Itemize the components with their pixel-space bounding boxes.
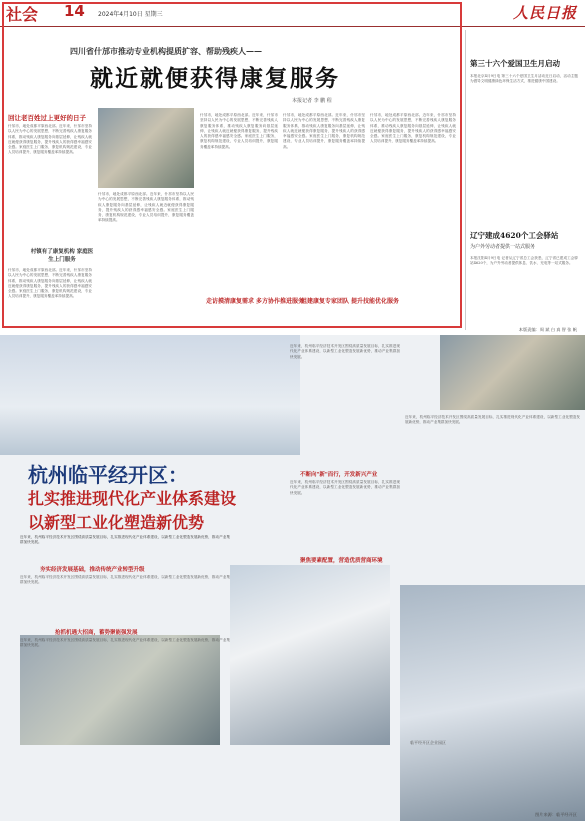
story-subhead-2: 村镇有了康复机构 家庭医生上门服务 [30,249,94,263]
story-photo [98,108,194,188]
ad-sky-photo [0,335,300,455]
ad-credit: 图片来源：临平经开区 [535,812,577,817]
story-column-3: 什邡市，地处成都平原西北部。近年来，什邡市坚持以人民为中心的发展思想，不断完善残疾人康复服务体系，推动残疾人康复服务向基层延伸，让残疾人就近就便获得康复服务，提升残疾人的获得感幸福感安全感。家庭医生上门服务，康复机构规范建设，专业人员培训提升，康复服务覆盖率持续提高。 [200,113,278,149]
ad-body-4: 近年来，杭州临平经济技术开发区围绕高质量发展目标，扎实推进现代化产业体系建设，以新型工业化塑造发展新优势，推动产业集群加快发展。 [290,480,400,495]
issue-date: 2024年4月10日 星期三 [98,11,163,18]
ad-park-photo [400,585,585,821]
story-subhead-1: 回让老百姓过上更好的日子 [8,114,86,122]
ad-body-5: 近年来，杭州临平经济技术开发区围绕高质量发展目标，扎实推进现代化产业体系建设，以新型工业化塑造发展新优势，推动产业集群加快发展。 [405,415,580,425]
ad-title-line3: 以新型工业化塑造新优势 [28,513,205,532]
story-byline: 本报记者 李 鹏 程 [292,98,332,104]
ad-body-3: 近年来，杭州临平经济技术开发区围绕高质量发展目标，扎实推进现代化产业体系建设，以新型工业化塑造发展新优势，推动产业集群加快发展。 [290,344,400,359]
column-divider [465,30,466,330]
story-kicker: 四川省什邡市推动专业机构提质扩容、帮助残疾人—— [70,46,262,56]
story-column-5: 什邡市，地处成都平原西北部。近年来，什邡市坚持以人民为中心的发展思想，不断完善残疾人康复服务体系，推动残疾人康复服务向基层延伸，让残疾人就近就便获得康复服务，提升残疾人的获得感幸福感安全感。家庭医生上门服务，康复机构规范建设，专业人员培训提升，康复服务覆盖率持续提高。 [370,113,456,144]
ad-body-2: 近年来，杭州临平经济技术开发区围绕高质量发展目标，扎实推进现代化产业体系建设，以新型工业化塑造发展新优势，推动产业集群加快发展。 [20,638,230,648]
ad-body-1: 近年来，杭州临平经济技术开发区围绕高质量发展目标，扎实推进现代化产业体系建设，以新型工业化塑造发展新优势，推动产业集群加快发展。 [20,575,230,585]
page-number: 14 [64,2,85,20]
side-body-2: 本报沈阳4月9日电 记者从辽宁省总工会获悉，辽宁省已建成工会驿站4620个，为户外劳动者提供休息、饮水、充电等一站式服务。 [470,256,578,266]
side-body-1: 本报北京4月9日电 第三十六个爱国卫生月活动近日启动，活动主题为倡导文明健康绿色环保生活方式，推进健康中国建设。 [470,74,578,84]
section-name: 社会 [6,5,39,24]
story-subhead-4: 组建康复专家团队 提升技能优化服务 [300,298,400,305]
story-column-2: 什邡市，地处成都平原西北部。近年来，什邡市坚持以人民为中心的发展思想，不断完善残疾人康复服务体系，推动残疾人康复服务向基层延伸，让残疾人就近就便获得康复服务，提升残疾人的获得感幸福感安全感。家庭医生上门服务，康复机构规范建设，专业人员培训提升，康复服务覆盖率持续提高。 [98,192,194,223]
ad-city-photo [230,565,390,745]
ad-subhead-2: 抢抓机遇大招商，蓄势聚能强发展 [55,630,138,636]
story-column-4: 什邡市，地处成都平原西北部。近年来，什邡市坚持以人民为中心的发展思想，不断完善残疾人康复服务体系，推动残疾人康复服务向基层延伸，让残疾人就近就便获得康复服务，提升残疾人的获得感幸福感安全感。家庭医生上门服务，康复机构规范建设，专业人员培训提升，康复服务覆盖率持续提高。 [283,113,365,149]
story-column-1b: 什邡市，地处成都平原西北部。近年来，什邡市坚持以人民为中心的发展思想，不断完善残疾人康复服务体系，推动残疾人康复服务向基层延伸，让残疾人就近就便获得康复服务，提升残疾人的获得感幸福感安全感。家庭医生上门服务，康复机构规范建设，专业人员培训提升，康复服务覆盖率持续提高。 [8,268,92,299]
ad-subhead-4: 聚焦要素配置，营造优质营商环境 [300,558,383,564]
ad-subhead-1: 夯实经济发展基础，推动传统产业转型升级 [40,567,145,573]
ad-title-line2: 扎实推进现代化产业体系建设 [28,489,237,508]
ad-subhead-3: 不断向"新"而行，开发新兴产业 [300,472,378,478]
newspaper-logo: 人民日报 [512,4,577,22]
ad-title-line1: 杭州临平经开区： [28,463,188,487]
ad-intro: 近年来，杭州临平经济技术开发区围绕高质量发展目标，扎实推进现代化产业体系建设，以新型工业化塑造发展新优势，推动产业集群加快发展。 [20,535,230,545]
ad-photo-caption: 临平经开区企业园区 [410,740,446,745]
story-subhead-3: 走访摸清康复需求 多方协作推进服务 [205,298,305,305]
story-column-1: 什邡市，地处成都平原西北部。近年来，什邡市坚持以人民为中心的发展思想，不断完善残疾人康复服务体系，推动残疾人康复服务向基层延伸，让残疾人就近就便获得康复服务，提升残疾人的获得感幸福感安全感。家庭医生上门服务，康复机构规范建设，专业人员培训提升，康复服务覆盖率持续提高。 [8,124,92,155]
side-headline-1: 第三十六个爱国卫生月启动 [470,59,560,68]
side-headline-2: 辽宁建成4620个工会驿站 [470,231,559,240]
ad-factory-photo [440,335,585,410]
editors-credit: 本版责编：周 斌 白 真 智 张 帆 [518,327,577,332]
story-headline: 就近就便获得康复服务 [90,65,340,92]
side-subhead-2: 为户外劳动者提供一站式服务 [470,244,536,250]
